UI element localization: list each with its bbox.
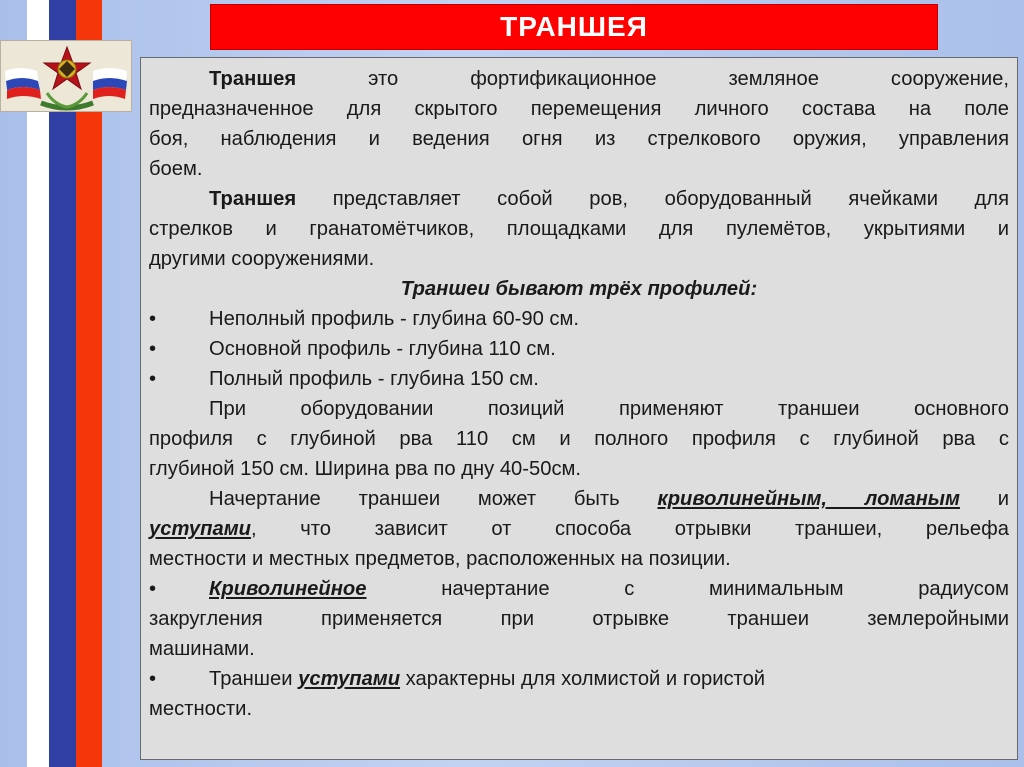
definition-line-4: боем. [149,158,203,180]
outline-line-2: уступами, что зависит от способа отрывки траншеи, рельефа [149,518,1009,540]
list-item-profile: • Основной профиль - глубина 110 см. [149,334,1009,364]
bullet: • [149,338,157,360]
definition-line-1: Траншея это фортификационное земляное сооружение, [209,68,1009,90]
emphasis-curved-broken: криволинейным, ломаным [657,488,960,510]
positions-line-2: профиля с глубиной рва 110 см и полного профиля с глубиной рва с [149,428,1009,450]
slide-title-bar [210,4,938,50]
definition-line-2: предназначенное для скрытого перемещения личного состава на поле [149,98,1009,120]
bullet: • [149,668,157,690]
structure-line-1: Траншея представляет собой ров, оборудованный ячейками для [209,188,1010,210]
curved-line-2: закругления применяется при отрывке траншеи землеройными [149,608,1009,630]
content-box [140,57,1018,760]
flag-stripe-white [27,0,49,767]
flag-stripe-blue [49,0,76,767]
curved-line-3: машинами. [149,638,255,660]
emphasis-stepped-2: уступами [298,668,401,690]
army-emblem-with-flag-icon [0,40,132,112]
term-trench-2: Траншея [209,188,297,210]
term-trench: Траншея [209,68,297,90]
slide-title: ТРАНШЕЯ [500,11,648,42]
list-item-profile: • Неполный профиль - глубина 60-90 см. [149,304,1009,334]
stepped-line-2: местности. [149,698,253,720]
outline-line-3: местности и местных предметов, расположенных на позиции. [149,548,731,570]
emphasis-stepped: уступами [149,518,251,540]
outline-line-1: Начертание траншеи может быть криволинейным, ломаным и [209,488,1010,510]
structure-line-2: стрелков и гранатомётчиков, площадками для пулемётов, укрытиями и [149,218,1009,240]
list-item-stepped: • Траншеи уступами характерны для холмистой и гористой [149,664,1009,694]
flag-stripe-red [76,0,102,767]
list-item-curved: • Криволинейное начертание с минимальным радиусом [149,574,1009,604]
emphasis-curvilinear: Криволинейное [209,578,367,600]
bullet: • [149,368,157,390]
positions-line-3: глубиной 150 см. Ширина рва по дну 40-50см. [149,458,582,480]
definition-line-3: боя, наблюдения и ведения огня из стрелкового оружия, управления [149,128,1009,150]
structure-line-3: другими сооружениями. [149,248,375,270]
profiles-heading: Траншеи бывают трёх профилей: [400,278,758,300]
bullet: • [149,308,157,330]
list-item-profile: • Полный профиль - глубина 150 см. [149,364,1009,394]
positions-line-1: При оборудовании позиций применяют траншеи основного [209,398,1009,420]
bullet: • [149,578,157,600]
